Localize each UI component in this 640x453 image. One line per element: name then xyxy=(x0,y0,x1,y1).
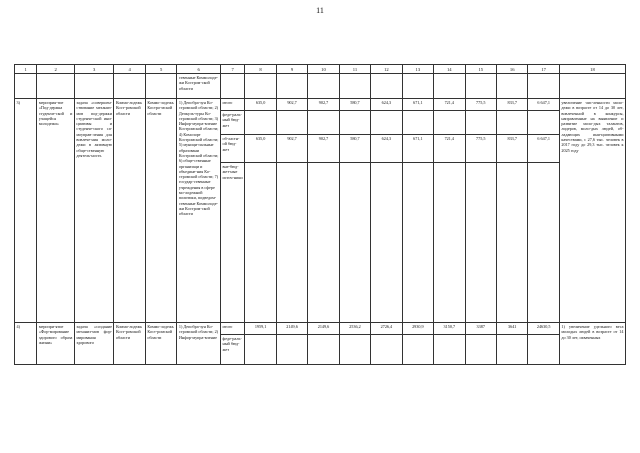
value-cell xyxy=(434,335,465,365)
column-number: 2 xyxy=(37,65,75,74)
column-number: 13 xyxy=(402,65,433,74)
expected-result: увеличение чис-ленности моло-дежи в возрасте от 14 до 30 лет, вовлеченной в конкурсы, направленные на выявление и развитие моло-дых талантов, лидеров, моло-дых людей, об-ладающих ини-циативными качествами, с 27,6 тыс. человек в 2017 году до 29,3 тыс. человек к 2025 году xyxy=(559,99,625,323)
value-cell xyxy=(308,163,339,323)
value-cell xyxy=(339,163,370,323)
source-label: вне-бюд-жет-ные источ-ники xyxy=(221,163,245,323)
row-number: 3) xyxy=(15,99,37,323)
value-cell xyxy=(245,335,276,365)
value-cell xyxy=(402,335,433,365)
value-cell: 580,7 xyxy=(339,99,370,111)
value-cell: 833,7 xyxy=(496,135,527,163)
measure-name: мероприя-тие «Под-держка студенче-ской и учащейся молодежи» xyxy=(37,99,75,323)
value-cell: 721,4 xyxy=(434,99,465,111)
source-label: итого xyxy=(221,99,245,111)
value-cell: 635,0 xyxy=(245,99,276,111)
value-cell xyxy=(528,163,559,323)
value-cell xyxy=(434,163,465,323)
column-number: 4 xyxy=(114,65,145,74)
column-number: 3 xyxy=(74,65,114,74)
value-cell: 902,7 xyxy=(308,135,339,163)
value-cell xyxy=(434,111,465,135)
page-number: 11 xyxy=(316,6,324,15)
value-cell xyxy=(402,111,433,135)
table-row xyxy=(15,99,626,111)
column-number: 12 xyxy=(371,65,402,74)
value-cell xyxy=(308,335,339,365)
column-number: 1 xyxy=(15,65,37,74)
value-cell xyxy=(496,335,527,365)
program-table xyxy=(14,64,626,365)
column-number: 18 xyxy=(559,65,625,74)
source-label: феде-раль-ный бюд-жет xyxy=(221,335,245,365)
value-cell xyxy=(276,163,307,323)
value-cell: 624,3 xyxy=(371,135,402,163)
measure-goal: задача «совершен-ствование механиз-мов под-держки студенче-ской ини-циативы и студенче-ского са-моуправ-ления для вовлече-ния моло-дежи в активную обще-ственную деятель-ность xyxy=(74,99,114,323)
value-cell: 624,3 xyxy=(371,99,402,111)
value-cell xyxy=(465,111,496,135)
value-cell: 2149,6 xyxy=(276,323,307,335)
value-cell: 24630,5 xyxy=(528,323,559,335)
value-cell xyxy=(308,111,339,135)
value-cell: 775,5 xyxy=(465,99,496,111)
column-number-row xyxy=(15,65,626,74)
value-cell: 635,0 xyxy=(245,135,276,163)
value-cell: 902,7 xyxy=(308,99,339,111)
column-number: 5 xyxy=(145,65,176,74)
value-cell: 2536,2 xyxy=(339,323,370,335)
partners-cell: ственные Коммолоде-жи Костром-ской области xyxy=(177,74,221,99)
value-cell: 671,1 xyxy=(402,99,433,111)
value-cell: 775,5 xyxy=(465,135,496,163)
source-label: феде-раль-ный бюд-жет xyxy=(221,111,245,135)
value-cell xyxy=(339,335,370,365)
column-number: 11 xyxy=(339,65,370,74)
value-cell: 6 647,1 xyxy=(528,135,559,163)
measure-goal: задача «создание механиз-мов фор-мирования здорового xyxy=(74,323,114,365)
value-cell xyxy=(528,111,559,135)
value-cell xyxy=(245,163,276,323)
measure-name: меропри-ятие «Фор-мирование здорового образа жизни» xyxy=(37,323,75,365)
source-label: об-ластн-ой бюд-жет xyxy=(221,135,245,163)
column-number: 8 xyxy=(245,65,276,74)
value-cell xyxy=(402,163,433,323)
table-row xyxy=(15,323,626,335)
value-cell: 2930,9 xyxy=(402,323,433,335)
source-label: итого xyxy=(221,323,245,335)
column-number: 15 xyxy=(465,65,496,74)
value-cell: 721,4 xyxy=(434,135,465,163)
value-cell: 1959,1 xyxy=(245,323,276,335)
column-number: 10 xyxy=(308,65,339,74)
value-cell xyxy=(371,335,402,365)
value-cell xyxy=(465,163,496,323)
column-number: 9 xyxy=(276,65,307,74)
value-cell: 902,7 xyxy=(276,99,307,111)
value-cell xyxy=(276,335,307,365)
partners-cell: 1) Депобра-зун Ко-стромской области; 2) Инфор-мупра-вление xyxy=(177,323,221,365)
value-cell xyxy=(276,111,307,135)
value-cell xyxy=(496,163,527,323)
value-cell: 671,1 xyxy=(402,135,433,163)
value-cell: 2726,4 xyxy=(371,323,402,335)
executor-cell: Коммо-лодежь Кост-ромской области xyxy=(145,323,176,365)
table-row xyxy=(15,74,626,99)
value-cell xyxy=(465,335,496,365)
value-cell: 580,7 xyxy=(339,135,370,163)
value-cell: 3641 xyxy=(496,323,527,335)
administrator-cell: Коммо-лодежь Кост-ромской области xyxy=(114,323,145,365)
row-number: 4) xyxy=(15,323,37,365)
value-cell: 6 647,1 xyxy=(528,99,559,111)
value-cell xyxy=(245,111,276,135)
partners-cell: 1) Депобра-зун Ко-стромской области; 2) Депкуль-туры Ко-стромской области; 3) Инфор-мупра-вление Костромской области; 4) Комспорт Костромской области; 5) муници-пальные образовани Костромской области; 6) обще-ственные организаци и объедине-ния Ко-стромской области; 7) государ-ственные учреждения в сфере мо-лодежной политики, подведом-ственные Коммолоде-жи Костром-ской области xyxy=(177,99,221,323)
value-cell xyxy=(339,111,370,135)
administrator-cell: Коммо-лодежь Кост-ромской области xyxy=(114,99,145,323)
value-cell xyxy=(371,111,402,135)
column-number: 17 xyxy=(528,65,559,74)
expected-result: 1) увеличение удельного веса молодых людей в возрасте от 14 до 30 лет, охваченных xyxy=(559,323,625,365)
column-number: 16 xyxy=(496,65,527,74)
value-cell: 3150,7 xyxy=(434,323,465,335)
value-cell: 2149,6 xyxy=(308,323,339,335)
value-cell xyxy=(496,111,527,135)
value-cell: 902,7 xyxy=(276,135,307,163)
value-cell: 3387 xyxy=(465,323,496,335)
value-cell: 833,7 xyxy=(496,99,527,111)
value-cell xyxy=(371,163,402,323)
column-number: 6 xyxy=(177,65,221,74)
value-cell xyxy=(528,335,559,365)
executor-cell: Коммо-лодежь Костро-мской области xyxy=(145,99,176,323)
column-number: 14 xyxy=(434,65,465,74)
column-number: 7 xyxy=(221,65,245,74)
